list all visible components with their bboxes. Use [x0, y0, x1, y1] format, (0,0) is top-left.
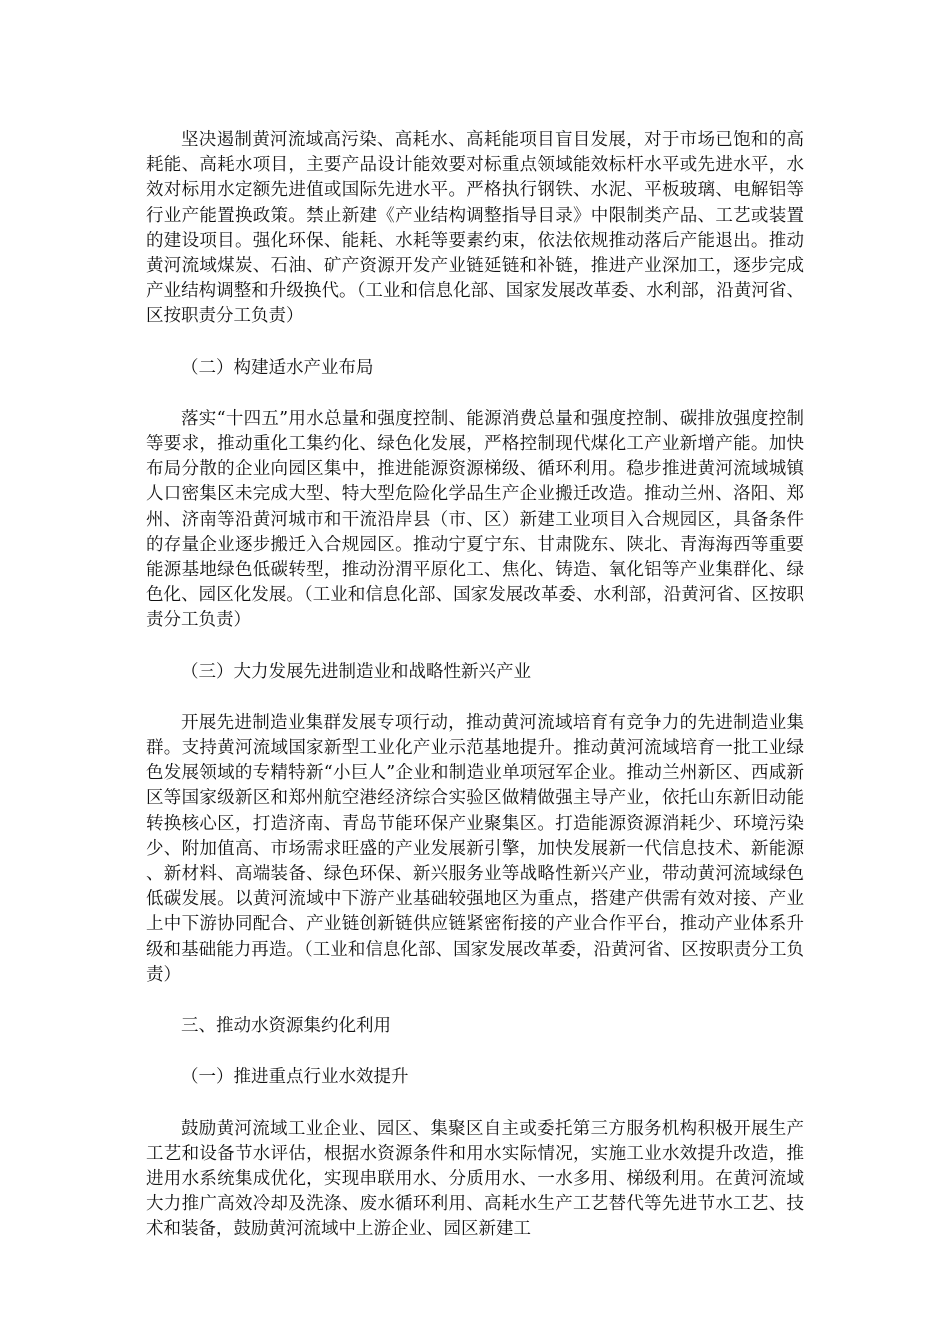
spacer — [146, 1091, 804, 1117]
paragraph-industry-control: 坚决遏制黄河流域高污染、高耗水、高耗能项目盲目发展，对于市场已饱和的高耗能、高耗水项目，主要产品设计能效要对标重点领域能效标杆水平或先进水平，水效对标用水定额先进值或国际先进水平。严格执行钢铁、水泥、平板玻璃、电解铝等行业产能置换政策。禁止新建《产业结构调整指导目录》中限制类产品、工艺或装置的建设项目。强化环保、能耗、水耗等要素约束，依法依规推动落后产能退出。推动黄河流域煤炭、石油、矿产资源开发产业链延链和补链，推进产业深加工，逐步完成产业结构调整和升级换代。（工业和信息化部、国家发展改革委、水利部，沿黄河省、区按职责分工负责） — [146, 130, 804, 327]
spacer — [146, 330, 804, 356]
paragraph-advanced-manufacturing: 开展先进制造业集群发展专项行动，推动黄河流域培育有竞争力的先进制造业集群。支持黄河流域国家新型工业化产业示范基地提升。推动黄河流域培育一批工业绿色发展领域的专精特新“小巨人”企业和制造业单项冠军企业。推动兰州新区、西咸新区等国家级新区和郑州航空港经济综合实验区做精做强主导产业，依托山东新旧动能转换核心区，打造济南、青岛节能环保产业聚集区。打造能源资源消耗少、环境污染少、附加值高、市场需求旺盛的产业发展新引擎，加快发展新一代信息技术、新能源、新材料、高端装备、绿色环保、新兴服务业等战略性新兴产业，带动黄河流域绿色低碳发展。以黄河流域中下游产业基础较强地区为重点，搭建产供需有效对接、产业上中下游协同配合、产业链创新链供应链紧密衔接的产业合作平台，推动产业体系升级和基础能力再造。（工业和信息化部、国家发展改革委，沿黄河省、区按职责分工负责） — [146, 712, 804, 985]
heading-section-three: 三、推动水资源集约化利用 — [181, 1016, 391, 1037]
spacer — [146, 685, 804, 711]
spacer — [146, 634, 804, 660]
document-page — [146, 128, 804, 1243]
spacer — [146, 988, 804, 1014]
spacer — [146, 1039, 804, 1065]
heading-advanced-manufacturing: （三）大力发展先进制造业和战略性新兴产业 — [181, 661, 531, 682]
paragraph-industry-layout: 落实“十四五”用水总量和强度控制、能源消费总量和强度控制、碳排放强度控制等要求，推动重化工集约化、绿色化发展，严格控制现代煤化工产业新增产能。加快布局分散的企业向园区集中，推进能源资源梯级、循环利用。稳步推进黄河流域城镇人口密集区未完成大型、特大型危险化学品生产企业搬迁改造。推动兰州、洛阳、郑州、济南等沿黄河城市和干流沿岸县（市、区）新建工业项目入合规园区，具备条件的存量企业逐步搬迁入合规园区。推动宁夏宁东、甘肃陇东、陕北、青海海西等重要能源基地绿色低碳转型，推动汾渭平原化工、焦化、铸造、氧化铝等产业集群化、绿色化、园区化发展。（工业和信息化部、国家发展改革委、水利部，沿黄河省、区按职责分工负责） — [146, 408, 804, 631]
heading-water-industry-layout: （二）构建适水产业布局 — [181, 357, 374, 378]
heading-water-efficiency: （一）推进重点行业水效提升 — [181, 1067, 409, 1088]
paragraph-water-efficiency: 鼓励黄河流域工业企业、园区、集聚区自主或委托第三方服务机构积极开展生产工艺和设备节水评估，根据水资源条件和用水实际情况，实施工业水效提升改造，推进用水系统集成优化，实现串联用水、分质用水、一水多用、梯级利用。在黄河流域大力推广高效冷却及洗涤、废水循环利用、高耗水生产工艺替代等先进节水工艺、技术和装备，鼓励黄河流域中上游企业、园区新建工 — [146, 1118, 804, 1240]
spacer — [146, 381, 804, 407]
